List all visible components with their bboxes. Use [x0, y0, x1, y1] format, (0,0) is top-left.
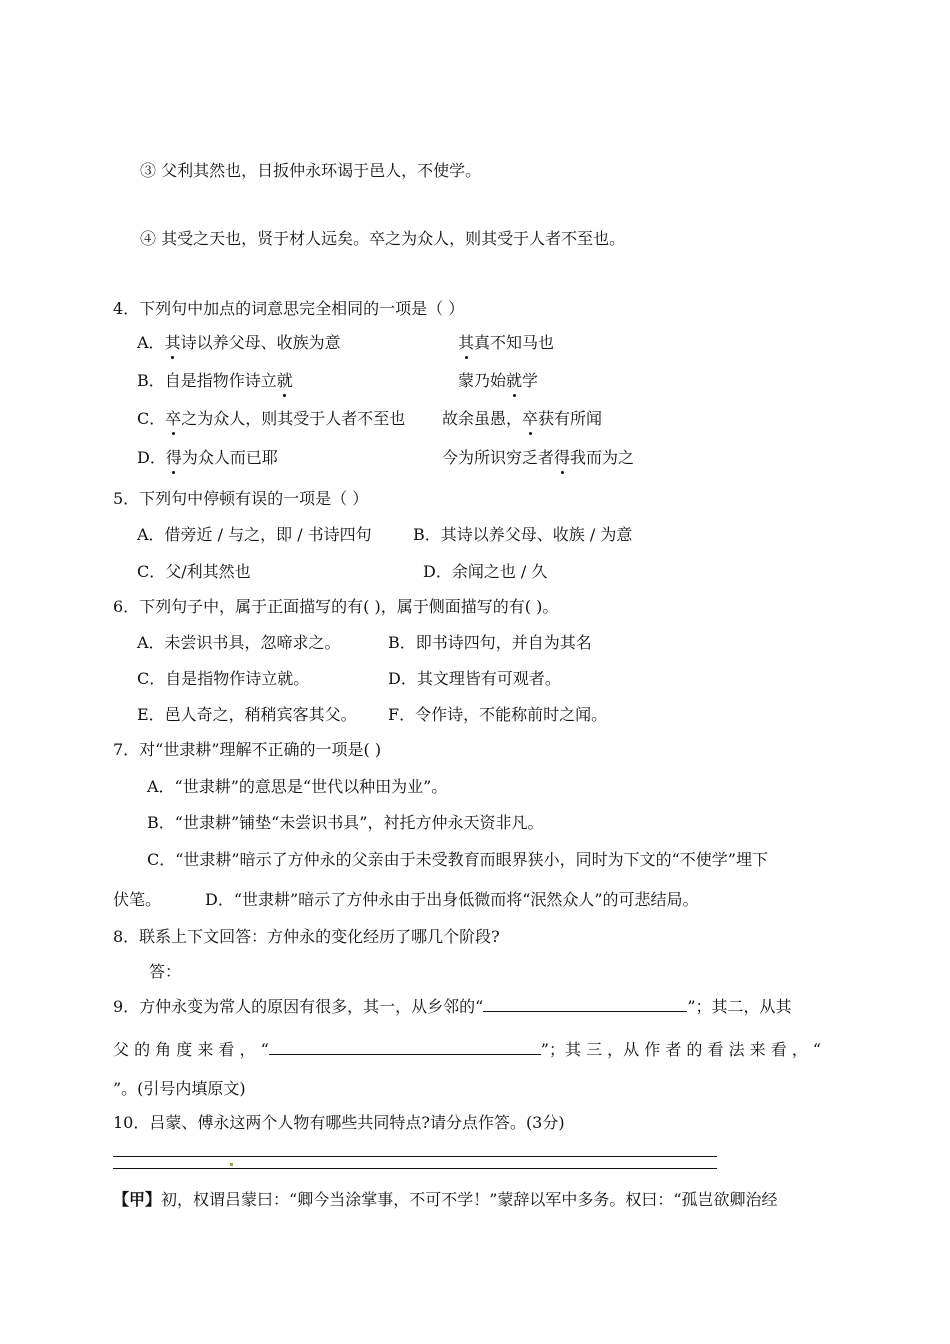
- q4-option-a-left: A．其诗以养父母、收族为意: [137, 333, 341, 352]
- q7-option-c-line1: C．“世隶耕”暗示了方仲永的父亲由于未受教育而眼界狭小，同时为下文的“不使学”埋下: [147, 850, 768, 869]
- q9-blank-1[interactable]: [483, 997, 687, 1012]
- sentence-3: ③ 父利其然也，日扳仲永环谒于邑人，不使学。: [140, 161, 482, 180]
- question-7-stem: 7．对“世隶耕”理解不正确的一项是( ): [113, 740, 382, 759]
- q4-option-a-right: 其真不知马也: [458, 333, 555, 352]
- passage-text: 初，权谓吕蒙曰：“卿今当涂掌事，不可不学！”蒙辞以军中多务。权曰：“孤岂欲卿治经: [161, 1190, 778, 1209]
- question-9-line2: 父 的 角 度 来 看 ， “ ”；其 三 ，从 作 者 的 看 法 来 看 ， “: [113, 1040, 822, 1059]
- q9-blank-2[interactable]: [269, 1040, 541, 1055]
- question-8-stem: 8．联系上下文回答：方仲永的变化经历了哪几个阶段?: [113, 927, 500, 946]
- q5-option-d: D．余闻之也 / 久: [423, 562, 548, 581]
- q6-option-d: D．其文理皆有可观者。: [388, 669, 561, 688]
- q4-option-d-left: D．得为众人而已耶: [137, 448, 278, 467]
- q6-option-c: C．自是指物作诗立就。: [137, 669, 310, 688]
- q4-option-d-right: 今为所识穷乏者得我而为之: [442, 448, 635, 467]
- q6-option-a: A．未尝识书具，忽啼求之。: [137, 633, 341, 652]
- passage-jia: [113, 1190, 778, 1210]
- answer-rule-2[interactable]: [113, 1168, 717, 1169]
- question-5-stem: 5．下列句中停顿有误的一项是（ ）: [113, 489, 369, 508]
- question-9-line3: ”。(引号内填原文): [113, 1079, 246, 1098]
- q5-option-b: B．其诗以养父母、收族 / 为意: [413, 525, 633, 544]
- q6-option-f: F．令作诗，不能称前时之闻。: [388, 705, 608, 724]
- q7-option-b: B．“世隶耕”铺垫“未尝识书具”，衬托方仲永天资非凡。: [147, 813, 544, 832]
- stray-mark: [230, 1163, 233, 1166]
- q6-option-e: E．邑人奇之，稍稍宾客其父。: [137, 705, 357, 724]
- q5-option-a: A．借旁近 / 与之，即 / 书诗四句: [137, 525, 372, 544]
- q8-answer-label: 答：: [149, 962, 182, 981]
- passage-tag: 【甲】: [113, 1190, 162, 1209]
- question-4-stem: 4．下列句中加点的词意思完全相同的一项是（ ）: [113, 299, 465, 318]
- question-10-stem: 10．吕蒙、傅永这两个人物有哪些共同特点?请分点作答。(3分): [113, 1113, 565, 1132]
- question-9-line1: 9．方仲永变为常人的原因有很多，其一，从乡邻的“ ”；其二，从其: [113, 997, 792, 1016]
- q4-option-b-right: 蒙乃始就学: [458, 371, 539, 390]
- q7-option-c-line2: 伏笔。: [113, 890, 162, 909]
- q4-option-c-left: C．卒之为众人，则其受于人者不至也: [137, 409, 406, 428]
- sentence-4: ④ 其受之天也，贤于材人远矣。卒之为众人，则其受于人者不至也。: [140, 229, 626, 248]
- q4-option-c-right: 故余虽愚，卒获有所闻: [442, 409, 603, 428]
- q7-option-a: A．“世隶耕”的意思是“世代以种田为业”。: [147, 777, 448, 796]
- question-6-stem: 6．下列句子中，属于正面描写的有( )，属于侧面描写的有( )。: [113, 597, 559, 616]
- answer-rule-1[interactable]: [113, 1156, 717, 1157]
- q5-option-c: C．父/利其然也: [137, 562, 251, 581]
- q7-option-d: D．“世隶耕”暗示了方仲永由于出身低微而将“泯然众人”的可悲结局。: [205, 890, 699, 909]
- q4-option-b-left: B．自是指物作诗立就: [137, 371, 293, 390]
- q6-option-b: B．即书诗四句，并自为其名: [388, 633, 592, 652]
